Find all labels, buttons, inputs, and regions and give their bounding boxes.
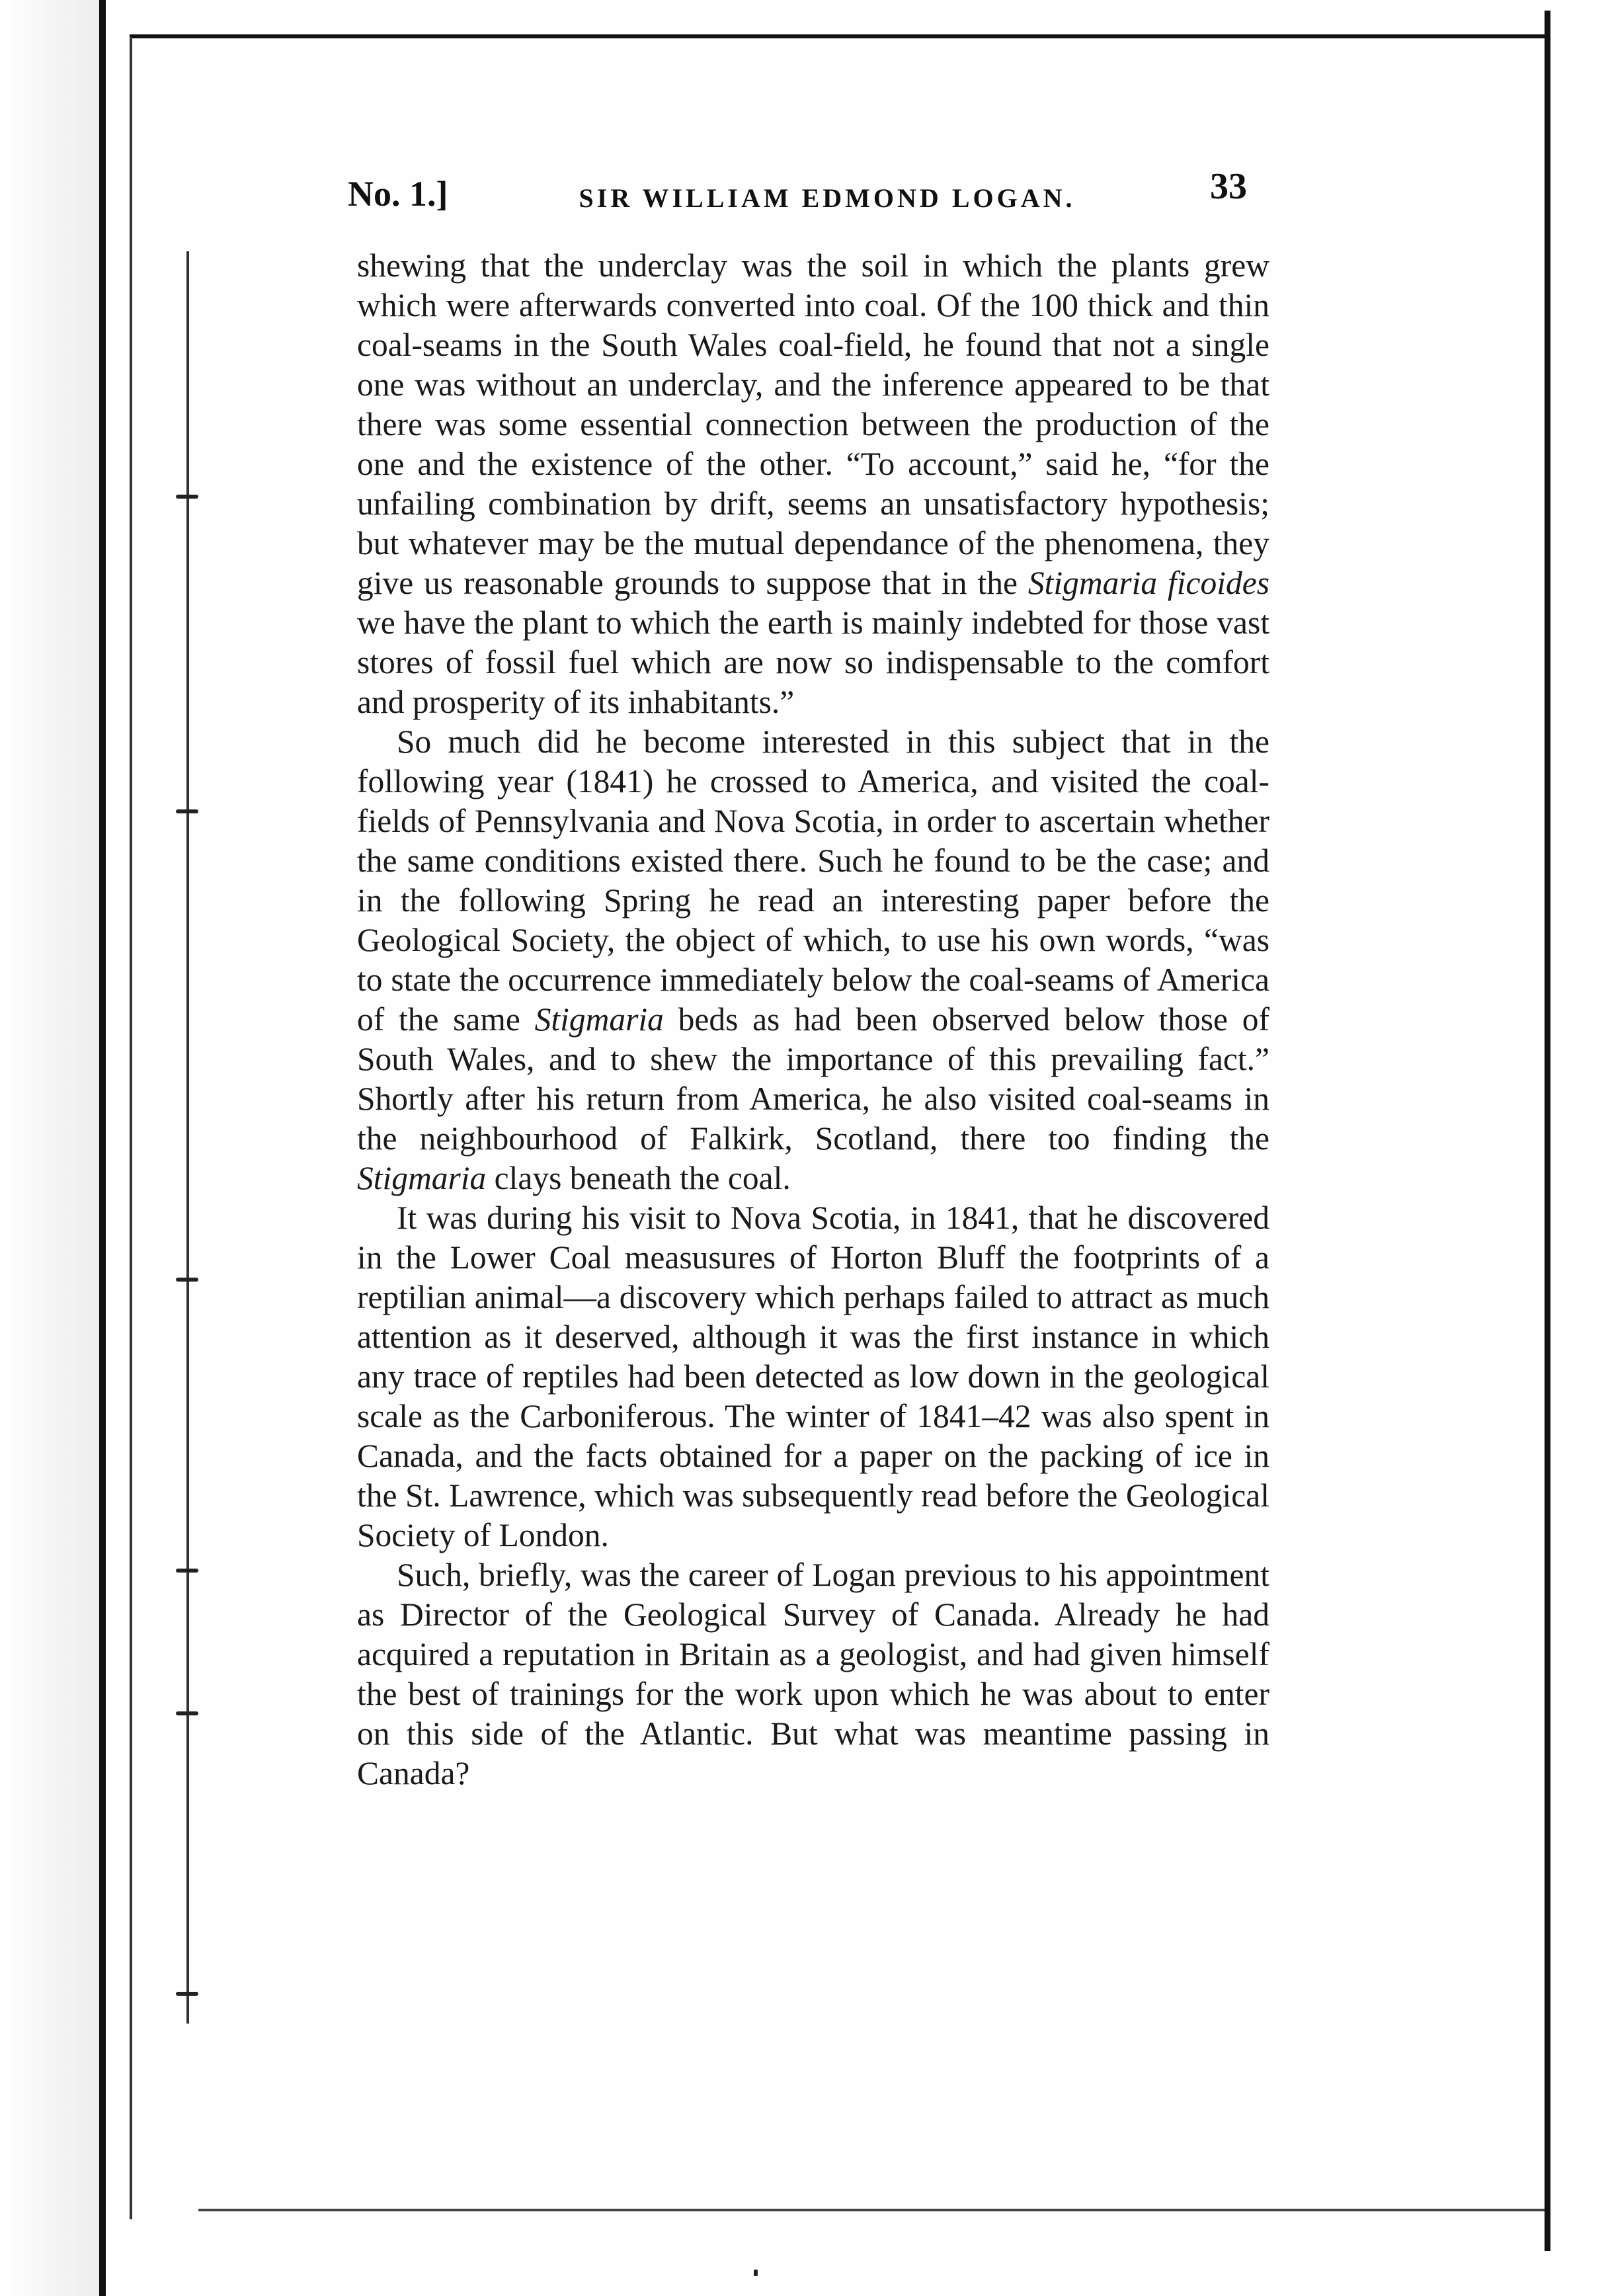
paragraph-2	[357, 722, 1269, 1198]
page-left-edge	[130, 37, 132, 2219]
binding-stitch	[176, 1278, 198, 1282]
binding-stitch	[176, 1711, 198, 1715]
binding-stitch	[176, 495, 198, 499]
running-head	[348, 165, 1247, 218]
page-number: 33	[1210, 166, 1247, 207]
binding-stitch	[176, 1569, 198, 1573]
binding-thread	[186, 251, 189, 2024]
number-label: No. 1.]	[348, 174, 448, 214]
page-top-edge	[130, 34, 1545, 38]
body-text	[357, 246, 1269, 1793]
paragraph-2-italic-term-1: Stigmaria	[534, 1001, 664, 1038]
binding-stitch	[176, 1992, 198, 1996]
binding-stitch	[176, 809, 198, 813]
paragraph-4: Such, briefly, was the career of Logan previous to his appointment as Director of the Geological Survey of Canada. Already he had acquired a reputation in Britain as a geologist, and had given himself the best of trainings for the work upon which he was about to enter on this side of the Atlantic. But what was meantime passing in Canada?	[357, 1557, 1269, 1791]
paragraph-1-italic-term: Stigmaria ficoides	[1027, 565, 1269, 601]
paragraph-2-part-b: beds as had been observed below those of South Wales, and to shew the importance of this prevailing fact.” Shortly after his return from America, he also visited coal-seams in the neighbourhood of Falkirk, Scotland, there too finding the	[357, 1001, 1269, 1157]
paragraph-2-part-c: clays beneath the coal.	[486, 1160, 791, 1196]
paragraph-2-italic-term-2: Stigmaria	[357, 1160, 487, 1196]
paragraph-1-part-a: shewing that the underclay was the soil in which the plants grew which were afterwards converted into coal. Of the 100 thick and thin coal-seams in the South Wales coal-field, he found that not a single one was without an underclay, and the inference appeared to be that there was some essential connection between the production of the one and the existence of the other. “To account,” said he, “for the unfailing combination by drift, seems an unsatisfactory hypothesis; but whatever may be the mutual dependance of the phenomena, they give us reasonable grounds to suppose that in the	[357, 247, 1269, 601]
page-right-edge	[1545, 11, 1550, 2251]
paragraph-1	[357, 246, 1269, 722]
scan-margin	[1550, 0, 1608, 2296]
facing-page-edge	[0, 0, 106, 2296]
scan-speck	[754, 2270, 758, 2276]
facing-page-shadow	[0, 0, 99, 2296]
paragraph-3: It was during his visit to Nova Scotia, in 1841, that he discovered in the Lower Coal measusures of Horton Bluff the footprints of a reptilian animal—a discovery which perhaps failed to attract as much attention as it deserved, although it was the first instance in which any trace of reptiles had been detected as low down in the geological scale as the Carboniferous. The winter of 1841–42 was also spent in Canada, and the facts obtained for a paper on the packing of ice in the St. Lawrence, which was subsequently read before the Geological Society of London.	[357, 1200, 1269, 1553]
paragraph-2-part-a: So much did he become interested in this subject that in the following year (1841) he crossed to America, and visited the coal-fields of Pennsylvania and Nova Scotia, in order to ascertain whether the same conditions existed there. Such he found to be the case; and in the following Spring he read an interesting paper before the Geological Society, the object of which, to use his own words, “was to state the occurrence immediately below the coal-seams of America of the same	[357, 723, 1269, 1038]
paragraph-1-part-b: we have the plant to which the earth is mainly indebted for those vast stores of fossil fuel which are now so indispensable to the comfort and prosperity of its inhabitants.”	[357, 604, 1269, 720]
running-title: SIR WILLIAM EDMOND LOGAN.	[579, 183, 1076, 213]
book-spine-edge	[99, 0, 106, 2296]
page-bottom-edge	[198, 2209, 1545, 2211]
